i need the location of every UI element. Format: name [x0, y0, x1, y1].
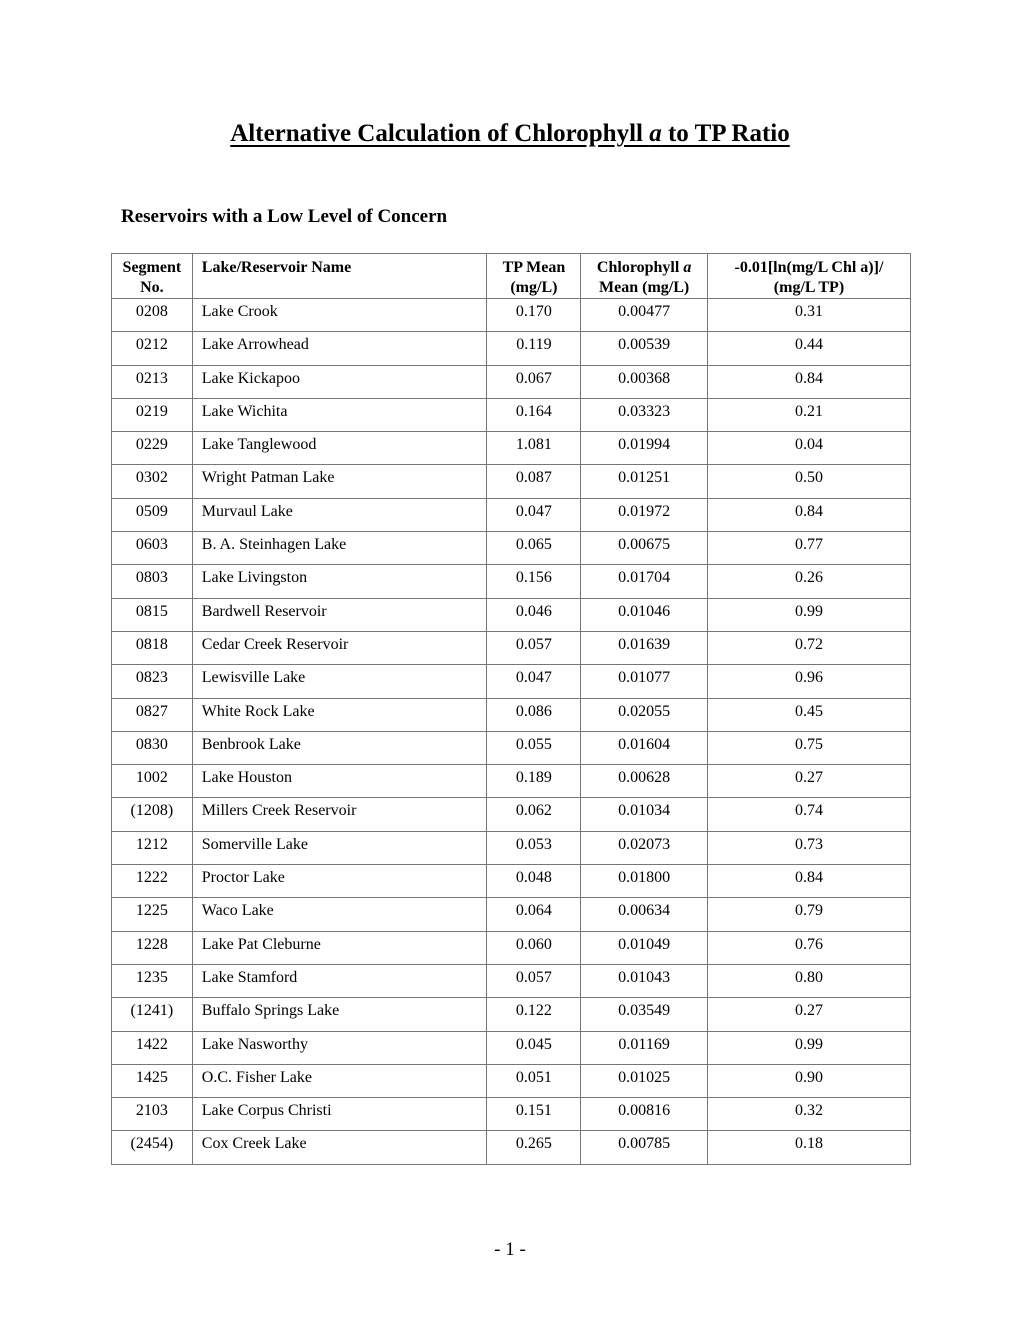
cell-chl-mean: 0.01049 — [581, 931, 708, 964]
cell-ratio: 0.18 — [707, 1131, 910, 1164]
cell-tp-mean: 0.064 — [487, 898, 581, 931]
table-row — [112, 465, 911, 498]
cell-chl-mean: 0.01604 — [581, 731, 708, 764]
cell-tp-mean: 1.081 — [487, 432, 581, 465]
cell-tp-mean: 0.122 — [487, 998, 581, 1031]
cell-chl-mean: 0.02055 — [581, 698, 708, 731]
header-chl-italic: a — [683, 259, 692, 276]
table-row — [112, 332, 911, 365]
cell-segment: 1235 — [112, 964, 193, 997]
cell-tp-mean: 0.265 — [487, 1131, 581, 1164]
header-tp — [487, 254, 581, 299]
cell-segment: (2454) — [112, 1131, 193, 1164]
cell-lake-name: Lake Kickapoo — [192, 365, 487, 398]
cell-tp-mean: 0.047 — [487, 665, 581, 698]
cell-segment: 0803 — [112, 565, 193, 598]
cell-lake-name: Cox Creek Lake — [192, 1131, 487, 1164]
cell-tp-mean: 0.047 — [487, 498, 581, 531]
header-segment — [112, 254, 193, 299]
cell-segment: 1422 — [112, 1031, 193, 1064]
table-row — [112, 299, 911, 332]
cell-lake-name: Murvaul Lake — [192, 498, 487, 531]
table-row — [112, 865, 911, 898]
cell-tp-mean: 0.045 — [487, 1031, 581, 1064]
document-title — [0, 120, 1020, 148]
cell-lake-name: Lake Crook — [192, 299, 487, 332]
table-row — [112, 565, 911, 598]
header-ratio-line1: -0.01[ln(mg/L Chl a)]/ — [734, 259, 884, 276]
cell-tp-mean: 0.164 — [487, 398, 581, 431]
cell-ratio: 0.99 — [707, 1031, 910, 1064]
header-name — [192, 254, 487, 299]
cell-ratio: 0.45 — [707, 698, 910, 731]
cell-segment: 1212 — [112, 831, 193, 864]
cell-tp-mean: 0.156 — [487, 565, 581, 598]
header-segment-line1: Segment — [122, 259, 182, 276]
cell-chl-mean: 0.01972 — [581, 498, 708, 531]
header-tp-line1: TP Mean — [502, 259, 566, 276]
header-chl-line2: Mean (mg/L) — [599, 279, 690, 296]
table-header-row — [112, 254, 911, 299]
cell-ratio: 0.72 — [707, 631, 910, 664]
cell-ratio: 0.96 — [707, 665, 910, 698]
cell-lake-name: B. A. Steinhagen Lake — [192, 532, 487, 565]
table-row — [112, 898, 911, 931]
cell-lake-name: Millers Creek Reservoir — [192, 798, 487, 831]
cell-chl-mean: 0.01046 — [581, 598, 708, 631]
cell-ratio: 0.26 — [707, 565, 910, 598]
cell-ratio: 0.44 — [707, 332, 910, 365]
cell-tp-mean: 0.057 — [487, 631, 581, 664]
cell-segment: 2103 — [112, 1098, 193, 1131]
table-row — [112, 964, 911, 997]
cell-lake-name: Waco Lake — [192, 898, 487, 931]
cell-ratio: 0.90 — [707, 1064, 910, 1097]
reservoir-table — [111, 253, 911, 1165]
cell-tp-mean: 0.065 — [487, 532, 581, 565]
cell-chl-mean: 0.00816 — [581, 1098, 708, 1131]
cell-tp-mean: 0.119 — [487, 332, 581, 365]
cell-tp-mean: 0.051 — [487, 1064, 581, 1097]
cell-ratio: 0.99 — [707, 598, 910, 631]
cell-chl-mean: 0.01704 — [581, 565, 708, 598]
cell-ratio: 0.31 — [707, 299, 910, 332]
cell-ratio: 0.32 — [707, 1098, 910, 1131]
cell-ratio: 0.27 — [707, 998, 910, 1031]
cell-chl-mean: 0.01025 — [581, 1064, 708, 1097]
cell-lake-name: Lake Houston — [192, 765, 487, 798]
table-row — [112, 931, 911, 964]
header-segment-line2: No. — [140, 279, 164, 296]
cell-ratio: 0.84 — [707, 365, 910, 398]
cell-lake-name: Lake Nasworthy — [192, 1031, 487, 1064]
cell-tp-mean: 0.189 — [487, 765, 581, 798]
section-heading: Reservoirs with a Low Level of Concern — [121, 206, 448, 227]
cell-ratio: 0.79 — [707, 898, 910, 931]
title-prefix: Alternative Calculation of Chlorophyll — [230, 120, 650, 147]
header-chl-prefix: Chlorophyll — [596, 259, 684, 276]
cell-segment: 0827 — [112, 698, 193, 731]
cell-segment: 0208 — [112, 299, 193, 332]
cell-segment: 0818 — [112, 631, 193, 664]
title-italic: a — [649, 120, 662, 147]
cell-chl-mean: 0.00539 — [581, 332, 708, 365]
table-row — [112, 831, 911, 864]
cell-tp-mean: 0.062 — [487, 798, 581, 831]
cell-tp-mean: 0.170 — [487, 299, 581, 332]
cell-lake-name: Lake Tanglewood — [192, 432, 487, 465]
cell-ratio: 0.21 — [707, 398, 910, 431]
table-row — [112, 631, 911, 664]
cell-chl-mean: 0.03549 — [581, 998, 708, 1031]
cell-segment: (1241) — [112, 998, 193, 1031]
cell-segment: 0219 — [112, 398, 193, 431]
cell-ratio: 0.04 — [707, 432, 910, 465]
cell-ratio: 0.84 — [707, 865, 910, 898]
cell-segment: 0509 — [112, 498, 193, 531]
cell-lake-name: Proctor Lake — [192, 865, 487, 898]
cell-lake-name: Wright Patman Lake — [192, 465, 487, 498]
cell-chl-mean: 0.01251 — [581, 465, 708, 498]
cell-lake-name: Benbrook Lake — [192, 731, 487, 764]
cell-chl-mean: 0.00477 — [581, 299, 708, 332]
cell-segment: (1208) — [112, 798, 193, 831]
cell-ratio: 0.74 — [707, 798, 910, 831]
cell-ratio: 0.27 — [707, 765, 910, 798]
cell-tp-mean: 0.057 — [487, 964, 581, 997]
cell-chl-mean: 0.02073 — [581, 831, 708, 864]
cell-chl-mean: 0.00634 — [581, 898, 708, 931]
cell-lake-name: Lake Corpus Christi — [192, 1098, 487, 1131]
cell-segment: 0815 — [112, 598, 193, 631]
cell-ratio: 0.76 — [707, 931, 910, 964]
cell-tp-mean: 0.060 — [487, 931, 581, 964]
header-ratio — [707, 254, 910, 299]
cell-ratio: 0.84 — [707, 498, 910, 531]
header-ratio-line2: (mg/L TP) — [773, 279, 845, 296]
cell-ratio: 0.75 — [707, 731, 910, 764]
table-row — [112, 1131, 911, 1164]
cell-tp-mean: 0.087 — [487, 465, 581, 498]
table-row — [112, 798, 911, 831]
cell-chl-mean: 0.00785 — [581, 1131, 708, 1164]
table-row — [112, 1031, 911, 1064]
table-row — [112, 1098, 911, 1131]
cell-segment: 0603 — [112, 532, 193, 565]
table-row — [112, 532, 911, 565]
cell-lake-name: Lake Wichita — [192, 398, 487, 431]
cell-chl-mean: 0.00675 — [581, 532, 708, 565]
cell-tp-mean: 0.086 — [487, 698, 581, 731]
table-row — [112, 1064, 911, 1097]
cell-chl-mean: 0.01169 — [581, 1031, 708, 1064]
cell-segment: 0212 — [112, 332, 193, 365]
cell-segment: 1425 — [112, 1064, 193, 1097]
cell-lake-name: Lake Livingston — [192, 565, 487, 598]
cell-chl-mean: 0.00368 — [581, 365, 708, 398]
cell-segment: 0830 — [112, 731, 193, 764]
title-suffix: to TP Ratio — [661, 120, 790, 147]
cell-tp-mean: 0.053 — [487, 831, 581, 864]
cell-segment: 0823 — [112, 665, 193, 698]
table-row — [112, 665, 911, 698]
table-row — [112, 698, 911, 731]
cell-segment: 0229 — [112, 432, 193, 465]
header-tp-line2: (mg/L) — [510, 279, 558, 296]
cell-chl-mean: 0.01639 — [581, 631, 708, 664]
cell-segment: 1222 — [112, 865, 193, 898]
table-row — [112, 731, 911, 764]
cell-tp-mean: 0.151 — [487, 1098, 581, 1131]
header-name-label: Lake/Reservoir Name — [201, 259, 352, 276]
cell-tp-mean: 0.046 — [487, 598, 581, 631]
cell-lake-name: Lake Arrowhead — [192, 332, 487, 365]
cell-chl-mean: 0.01800 — [581, 865, 708, 898]
cell-lake-name: Bardwell Reservoir — [192, 598, 487, 631]
cell-chl-mean: 0.01994 — [581, 432, 708, 465]
cell-ratio: 0.77 — [707, 532, 910, 565]
cell-lake-name: Lewisville Lake — [192, 665, 487, 698]
cell-segment: 1002 — [112, 765, 193, 798]
cell-segment: 0213 — [112, 365, 193, 398]
cell-chl-mean: 0.01077 — [581, 665, 708, 698]
cell-lake-name: Buffalo Springs Lake — [192, 998, 487, 1031]
cell-segment: 0302 — [112, 465, 193, 498]
cell-lake-name: Lake Stamford — [192, 964, 487, 997]
cell-tp-mean: 0.048 — [487, 865, 581, 898]
cell-chl-mean: 0.01043 — [581, 964, 708, 997]
table-row — [112, 998, 911, 1031]
cell-ratio: 0.50 — [707, 465, 910, 498]
cell-lake-name: White Rock Lake — [192, 698, 487, 731]
cell-ratio: 0.73 — [707, 831, 910, 864]
table-row — [112, 498, 911, 531]
table-body — [112, 299, 911, 1165]
cell-tp-mean: 0.067 — [487, 365, 581, 398]
cell-chl-mean: 0.00628 — [581, 765, 708, 798]
cell-tp-mean: 0.055 — [487, 731, 581, 764]
cell-lake-name: Somerville Lake — [192, 831, 487, 864]
table-row — [112, 432, 911, 465]
table-row — [112, 365, 911, 398]
cell-chl-mean: 0.03323 — [581, 398, 708, 431]
table-row — [112, 765, 911, 798]
cell-lake-name: O.C. Fisher Lake — [192, 1064, 487, 1097]
cell-chl-mean: 0.01034 — [581, 798, 708, 831]
table-row — [112, 398, 911, 431]
table-row — [112, 598, 911, 631]
cell-lake-name: Lake Pat Cleburne — [192, 931, 487, 964]
cell-segment: 1225 — [112, 898, 193, 931]
header-chl — [581, 254, 708, 299]
cell-ratio: 0.80 — [707, 964, 910, 997]
cell-segment: 1228 — [112, 931, 193, 964]
page-number: - 1 - — [494, 1239, 526, 1260]
cell-lake-name: Cedar Creek Reservoir — [192, 631, 487, 664]
